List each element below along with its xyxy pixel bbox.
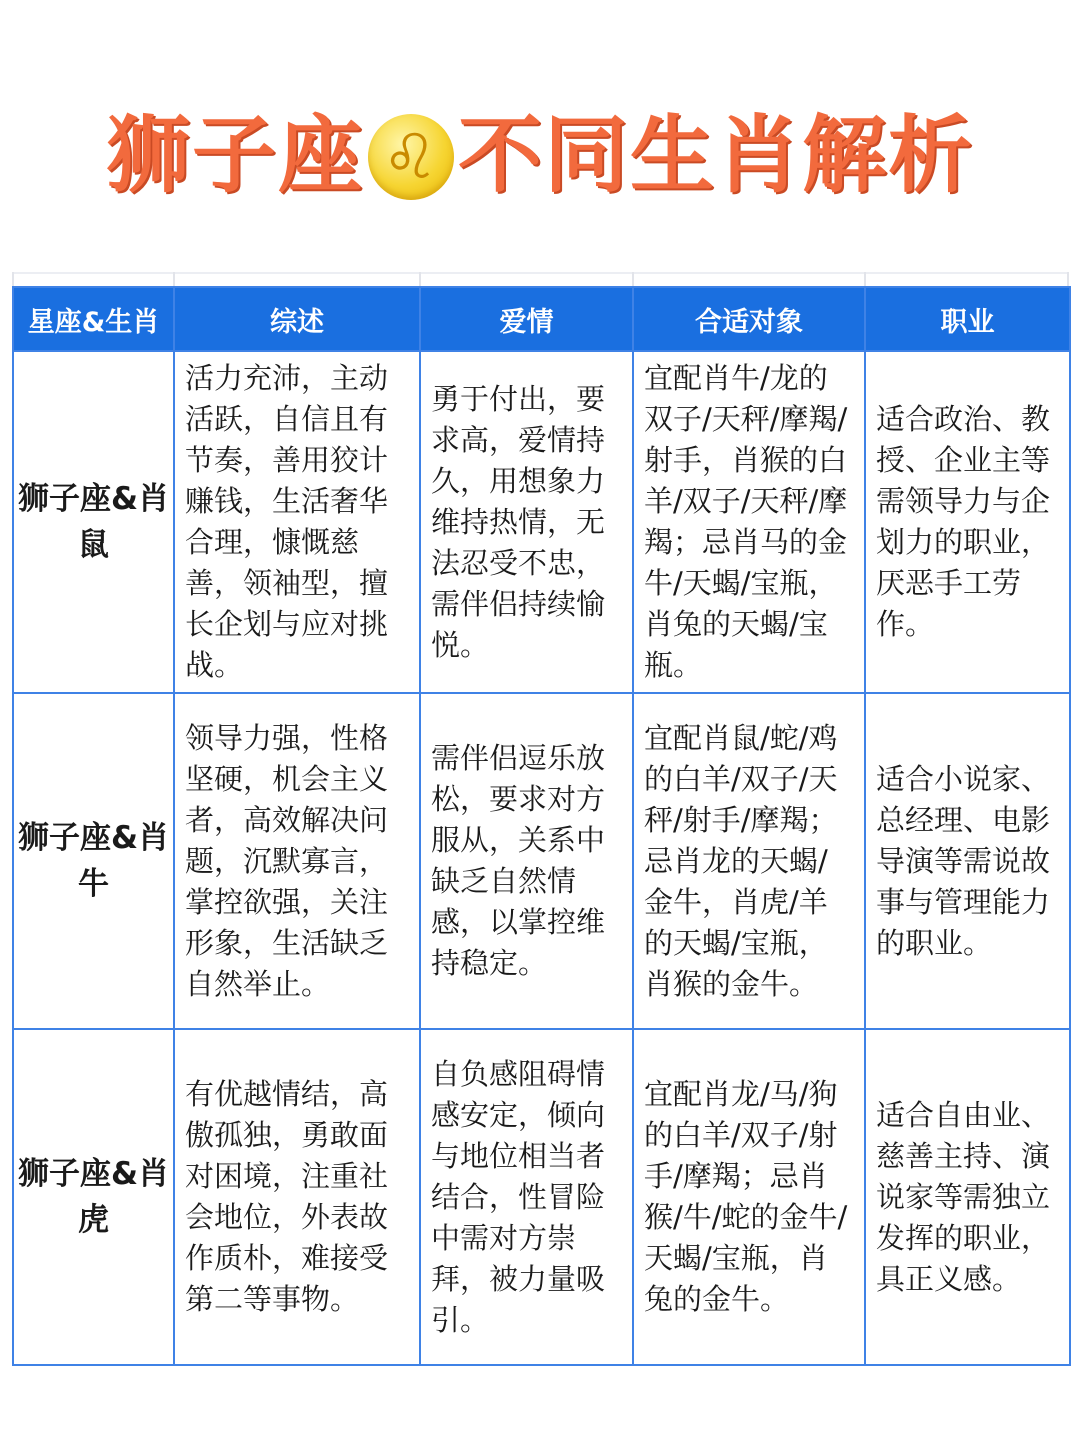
- table-row: [13, 1029, 1070, 1365]
- match-cell: 宜配肖鼠/蛇/鸡的白羊/双子/天秤/射手/摩羯；忌肖龙的天蝎/金牛，肖虎/羊的天蝎/宝瓶，肖猴的金牛。: [633, 693, 865, 1029]
- table-header-row: [13, 287, 1070, 351]
- header-sign-zodiac: 星座&生肖: [13, 287, 174, 351]
- career-cell: 适合小说家、总经理、电影导演等需说故事与管理能力的职业。: [865, 693, 1070, 1029]
- table-top-guide: [12, 272, 1068, 274]
- row-label: 狮子座&肖虎: [13, 1029, 174, 1365]
- header-match: 合适对象: [633, 287, 865, 351]
- header-summary: 综述: [174, 287, 420, 351]
- row-label: 狮子座&肖牛: [13, 693, 174, 1029]
- zodiac-table: [12, 286, 1071, 1366]
- table-row: [13, 351, 1070, 693]
- career-cell: 适合自由业、慈善主持、演说家等需独立发挥的职业，具正义感。: [865, 1029, 1070, 1365]
- table-row: [13, 693, 1070, 1029]
- love-cell: 需伴侣逗乐放松，要求对方服从，关系中缺乏自然情感，以掌控维持稳定。: [420, 693, 633, 1029]
- header-love: 爱情: [420, 287, 633, 351]
- summary-cell: 领导力强，性格坚硬，机会主义者，高效解决问题，沉默寡言，掌控欲强，关注形象，生活缺乏自然举止。: [174, 693, 420, 1029]
- career-cell: 适合政治、教授、企业主等需领导力与企划力的职业，厌恶手工劳作。: [865, 351, 1070, 693]
- love-cell: 勇于付出，要求高，爱情持久，用想象力维持热情，无法忍受不忠，需伴侣持续愉悦。: [420, 351, 633, 693]
- row-label: 狮子座&肖鼠: [13, 351, 174, 693]
- match-cell: 宜配肖龙/马/狗的白羊/双子/射手/摩羯；忌肖猴/牛/蛇的金牛/天蝎/宝瓶，肖兔的金牛。: [633, 1029, 865, 1365]
- title-text-before: 狮子座: [105, 105, 364, 204]
- title-text-after: 不同生肖解析: [458, 105, 975, 204]
- leo-symbol-icon: ♌: [368, 114, 454, 200]
- page-title: [0, 88, 1080, 209]
- summary-cell: 有优越情结，高傲孤独，勇敢面对困境，注重社会地位，外表故作质朴，难接受第二等事物。: [174, 1029, 420, 1365]
- summary-cell: 活力充沛，主动活跃，自信且有节奏，善用狡计赚钱，生活奢华合理，慷慨慈善，领袖型，擅长企划与应对挑战。: [174, 351, 420, 693]
- match-cell: 宜配肖牛/龙的双子/天秤/摩羯/射手，肖猴的白羊/双子/天秤/摩羯；忌肖马的金牛/天蝎/宝瓶，肖兔的天蝎/宝瓶。: [633, 351, 865, 693]
- love-cell: 自负感阻碍情感安定，倾向与地位相当者结合，性冒险中需对方崇拜，被力量吸引。: [420, 1029, 633, 1365]
- header-career: 职业: [865, 287, 1070, 351]
